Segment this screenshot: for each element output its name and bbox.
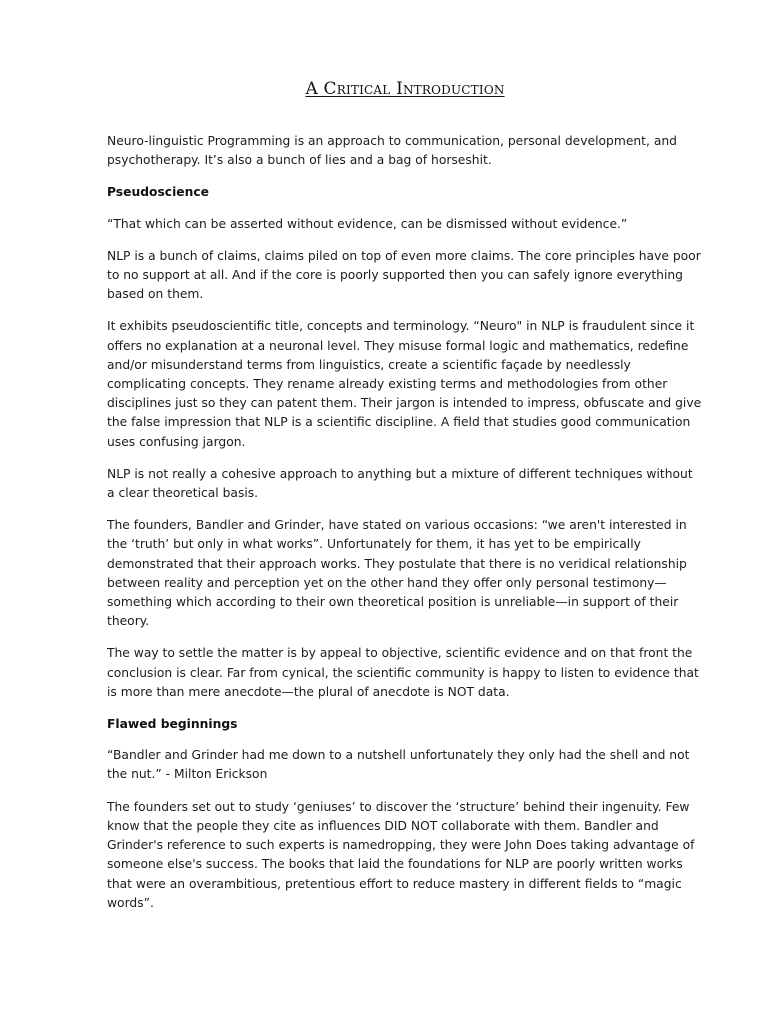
section1-quote: “That which can be asserted without evidence, can be dismissed without evidence.” bbox=[107, 216, 628, 231]
section2-paragraph-1: The founders set out to study ‘geniuses’ to discover the ‘structure’ behind their ingenuity. Few know that the people they cite as influences DID NOT collaborate with them. Bandler and Grinder's reference to such experts is namedropping, they were John Does taking advantage of someone else's success. The books that laid the foundations for NLP are poorly written works that were an overambitious, pretentious effort to reduce mastery in different fields to “magic words”. bbox=[107, 799, 695, 910]
section1-paragraph-3: NLP is not really a cohesive approach to anything but a mixture of different techniques without a clear theoretical basis. bbox=[107, 466, 693, 501]
section1-paragraph-1: NLP is a bunch of claims, claims piled on top of even more claims. The core principles have poor to no support at all. And if the core is poorly supported then you can safely ignore everything based on them. bbox=[107, 248, 701, 302]
section-heading-flawed-beginnings: Flawed beginnings bbox=[107, 717, 238, 732]
section1-paragraph-4: The founders, Bandler and Grinder, have stated on various occasions: “we aren't interested in the ‘truth’ but only in what works”. Unfortunately for them, it has yet to be empirically demonstrated that their approach works. They postulate that there is no veridical relationship between reality and perception yet on the other hand they offer only personal testimony—something which according to their own theoretical position is unreliable—in support of their theory. bbox=[107, 518, 687, 629]
document-title: A Critical Introduction bbox=[305, 79, 505, 99]
section2-quote: “Bandler and Grinder had me down to a nutshell unfortunately they only had the shell and not the nut.” - Milton Erickson bbox=[107, 748, 690, 782]
document-page bbox=[107, 78, 703, 926]
intro-paragraph: Neuro-linguistic Programming is an approach to communication, personal development, and psychotherapy. It’s also a bunch of lies and a bag of horseshit. bbox=[107, 134, 677, 168]
section-heading-pseudoscience: Pseudoscience bbox=[107, 185, 210, 200]
section1-paragraph-5: The way to settle the matter is by appeal to objective, scientific evidence and on that front the conclusion is clear. Far from cynical, the scientific community is happy to listen to evidence that is more than mere anecdote—the plural of anecdote is NOT data. bbox=[107, 646, 699, 699]
section1-paragraph-2: It exhibits pseudoscientific title, concepts and terminology. “Neuro" in NLP is fraudulent since it offers no explanation at a neuronal level. They misuse formal logic and mathematics, redefine and/or misunderstand terms from linguistics, create a scientific façade by needlessly complicating concepts. They rename already existing terms and methodologies from other disciplines just so they can patent them. Their jargon is intended to impress, obfuscate and give the false impression that NLP is a scientific discipline. A field that studies good communication uses confusing jargon. bbox=[107, 319, 702, 449]
